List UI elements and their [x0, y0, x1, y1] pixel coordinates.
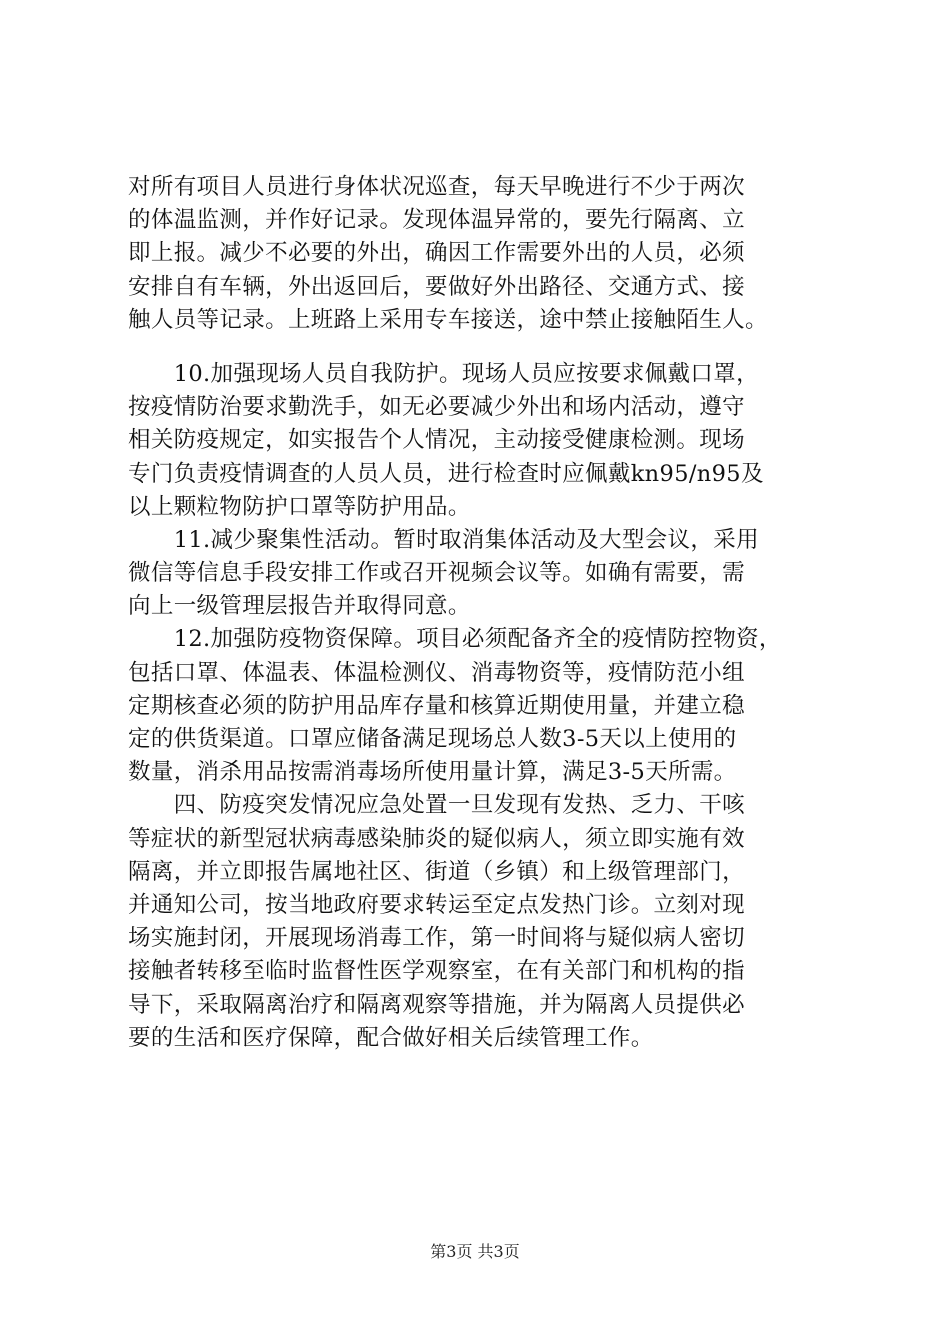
- paragraph-item-12: [128, 623, 828, 789]
- text-line: 定的供货渠道。口罩应储备满足现场总人数3-5天以上使用的: [128, 726, 737, 752]
- text-line: 以上颗粒物防护口罩等防护用品。: [128, 493, 471, 520]
- text-line: 导下，采取隔离治疗和隔离观察等措施，并为隔离人员提供必: [128, 991, 745, 1018]
- text-line: 接触者转移至临时监督性医学观察室，在有关部门和机构的指: [128, 958, 745, 985]
- page-number: 第3页 共3页: [430, 1242, 520, 1261]
- text-line: 对所有项目人员进行身体状况巡查，每天早晚进行不少于两次: [128, 174, 745, 200]
- text-line: 10.加强现场人员自我防护。现场人员应按要求佩戴口罩，: [128, 360, 759, 387]
- text-line: 并通知公司，按当地政府要求转运至定点发热门诊。立刻对现: [128, 891, 745, 918]
- paragraph-gap: [128, 337, 828, 358]
- text-line: 按疫情防治要求勤洗手，如无必要减少外出和场内活动，遵守: [128, 394, 745, 421]
- text-line: 等症状的新型冠状病毒感染肺炎的疑似病人，须立即实施有效: [128, 825, 745, 852]
- paragraph-section-4: [128, 789, 828, 1055]
- text-line: 专门负责疫情调查的人员人员，进行检查时应佩戴kn95/n95及: [128, 460, 764, 487]
- text-line: 安排自有车辆，外出返回后，要做好外出路径、交通方式、接: [128, 273, 745, 300]
- text-line: 四、防疫突发情况应急处置一旦发现有发热、乏力、干咳: [128, 792, 745, 819]
- text-line: 隔离，并立即报告属地社区、街道（乡镇）和上级管理部门，: [128, 858, 745, 885]
- text-line: 的体温监测，并作好记录。发现体温异常的，要先行隔离、立: [128, 207, 745, 234]
- text-line: 触人员等记录。上班路上采用专车接送，途中禁止接触陌生人。: [128, 306, 768, 333]
- text-line: 定期核查必须的防护用品库存量和核算近期使用量，并建立稳: [128, 692, 745, 719]
- text-line: 12.加强防疫物资保障。项目必须配备齐全的疫情防控物资，: [128, 626, 782, 653]
- text-line: 场实施封闭，开展现场消毒工作，第一时间将与疑似病人密切: [128, 925, 745, 952]
- text-line: 11.减少聚集性活动。暂时取消集体活动及大型会议，采用: [128, 526, 759, 553]
- paragraph-health-inspection: [128, 171, 828, 337]
- text-line: 相关防疫规定，如实报告个人情况，主动接受健康检测。现场: [128, 427, 745, 454]
- text-line: 数量，消杀用品按需消毒场所使用量计算，满足3-5天所需。: [128, 759, 737, 786]
- text-line: 要的生活和医疗保障，配合做好相关后续管理工作。: [128, 1024, 654, 1051]
- paragraph-item-10: [128, 358, 828, 524]
- text-line: 即上报。减少不必要的外出，确因工作需要外出的人员，必须: [128, 240, 745, 267]
- paragraph-item-11: [128, 524, 828, 624]
- text-line: 包括口罩、体温表、体温检测仪、消毒物资等，疫情防范小组: [128, 659, 745, 686]
- text-line: 向上一级管理层报告并取得同意。: [128, 593, 471, 620]
- text-line: 微信等信息手段安排工作或召开视频会议等。如确有需要，需: [128, 560, 745, 587]
- document-body: [128, 171, 828, 1055]
